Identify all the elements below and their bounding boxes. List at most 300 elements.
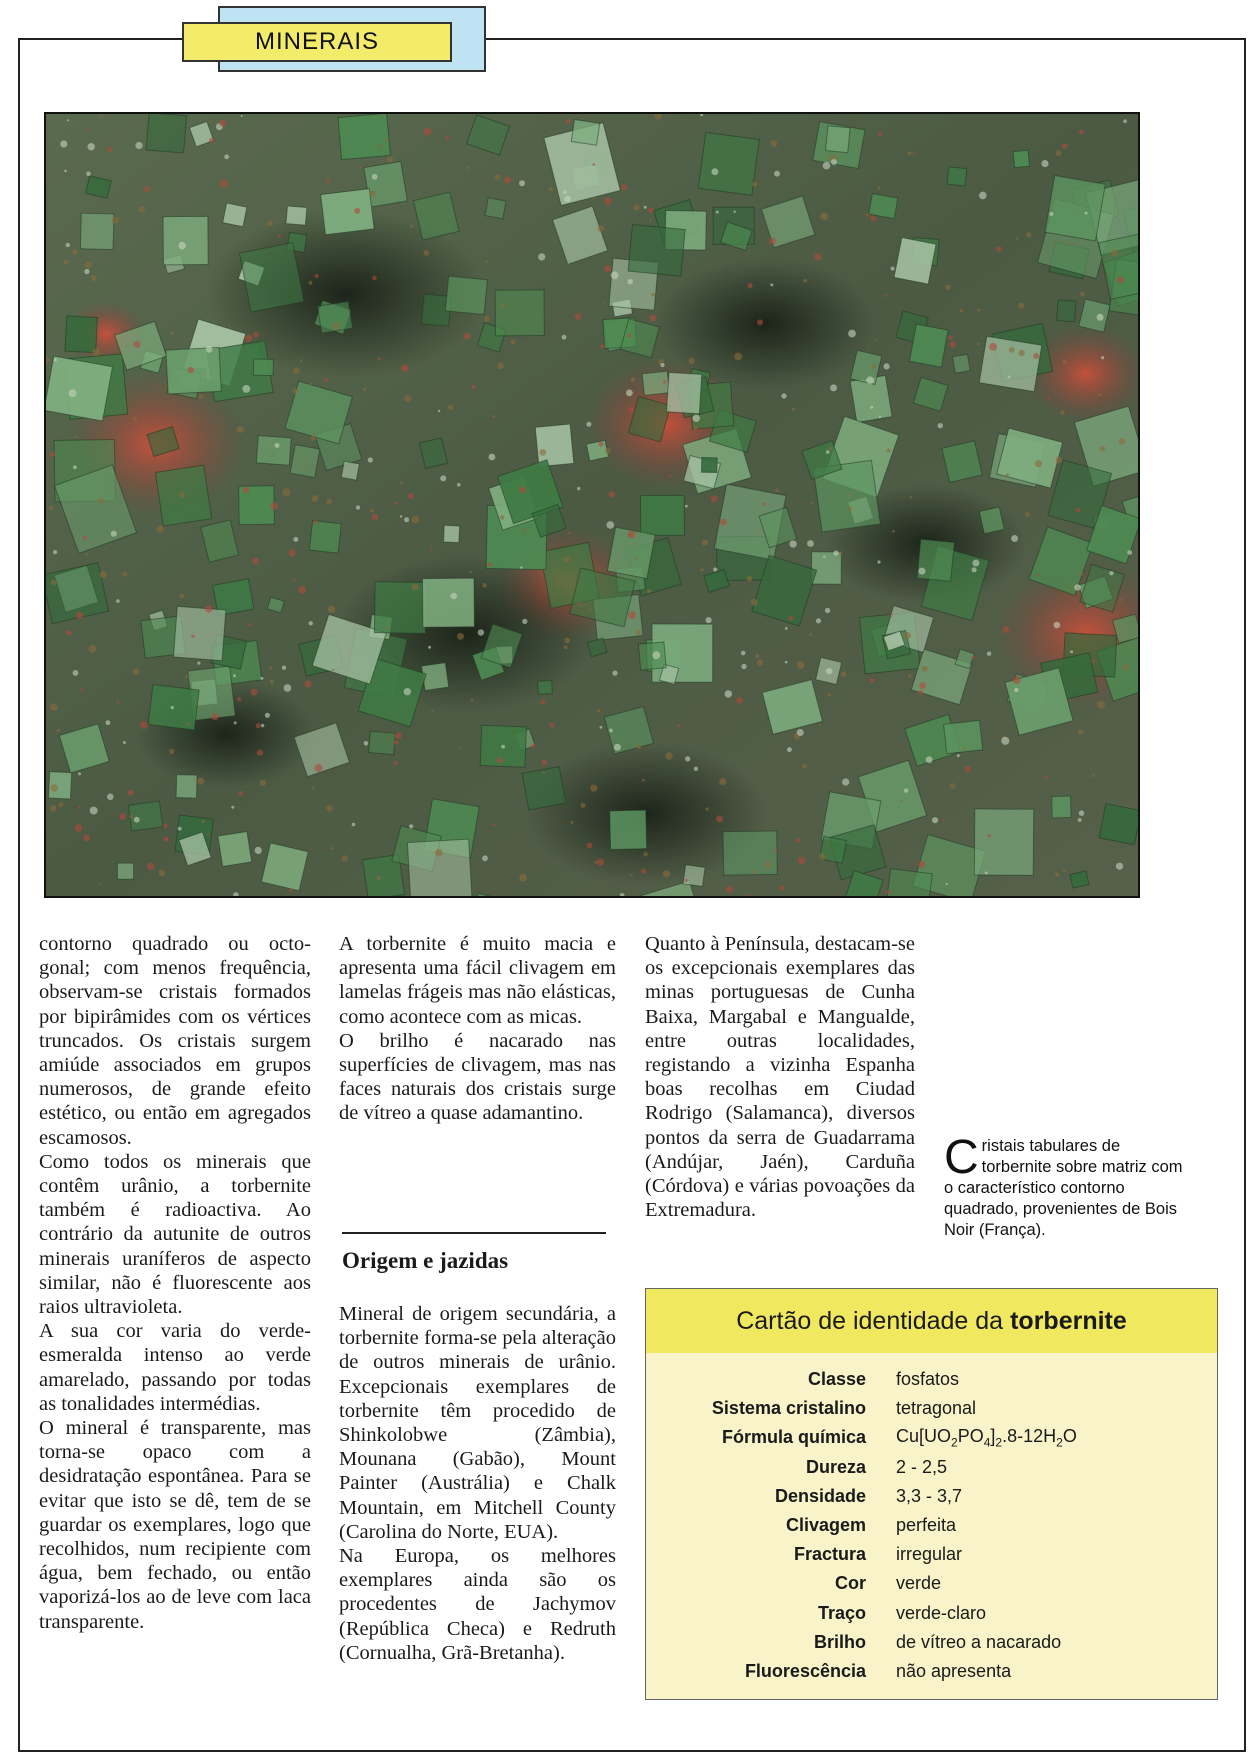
matrix-grain bbox=[408, 493, 414, 499]
matrix-grain bbox=[64, 170, 67, 173]
matrix-grain bbox=[331, 847, 334, 850]
matrix-grain bbox=[694, 427, 698, 431]
matrix-grain bbox=[891, 267, 895, 271]
crystal-plate bbox=[445, 276, 487, 314]
matrix-grain bbox=[500, 515, 505, 520]
mineral-photo bbox=[44, 112, 1140, 898]
matrix-grain bbox=[488, 563, 492, 567]
matrix-grain bbox=[649, 219, 651, 221]
matrix-grain bbox=[789, 540, 796, 547]
matrix-grain bbox=[543, 771, 545, 773]
matrix-grain bbox=[76, 612, 83, 619]
torbernite-crystals-image bbox=[46, 114, 1138, 896]
matrix-grain bbox=[826, 668, 832, 674]
crystal-plate bbox=[422, 578, 474, 627]
identity-card-value: perfeita bbox=[896, 1515, 957, 1536]
matrix-grain bbox=[597, 709, 601, 713]
matrix-grain bbox=[757, 319, 763, 325]
matrix-grain bbox=[369, 191, 375, 197]
matrix-grain bbox=[605, 448, 611, 454]
matrix-grain bbox=[144, 186, 150, 192]
matrix-grain bbox=[562, 335, 567, 340]
matrix-grain bbox=[811, 502, 814, 505]
matrix-grain bbox=[741, 664, 746, 669]
matrix-grain bbox=[769, 238, 776, 245]
matrix-grain bbox=[326, 805, 333, 812]
crystal-plate bbox=[683, 865, 705, 887]
matrix-grain bbox=[404, 395, 411, 402]
crystal-plate bbox=[869, 194, 898, 219]
matrix-grain bbox=[312, 787, 315, 790]
crystal-plate bbox=[947, 167, 967, 186]
matrix-grain bbox=[179, 492, 185, 498]
matrix-grain bbox=[587, 843, 593, 849]
matrix-grain bbox=[314, 520, 318, 524]
matrix-grain bbox=[830, 384, 837, 391]
matrix-grain bbox=[829, 447, 833, 451]
identity-card-label: Classe bbox=[807, 1369, 866, 1390]
matrix-grain bbox=[651, 293, 655, 297]
matrix-grain bbox=[128, 790, 134, 796]
identity-card-row bbox=[646, 1453, 1217, 1482]
identity-card-row bbox=[646, 1569, 1217, 1598]
crystal-plate bbox=[811, 552, 841, 584]
crystal-plate bbox=[65, 316, 97, 353]
article-column-3 bbox=[339, 1302, 616, 1665]
matrix-grain bbox=[765, 861, 772, 868]
matrix-grain bbox=[816, 618, 821, 623]
matrix-grain bbox=[701, 568, 704, 571]
matrix-grain bbox=[1079, 130, 1084, 135]
matrix-grain bbox=[826, 450, 830, 454]
identity-card-value: $Cu[UO_2PO_4]_2.8-12H_2O$ bbox=[896, 1426, 1077, 1450]
matrix-grain bbox=[134, 817, 140, 823]
matrix-grain bbox=[66, 630, 71, 635]
matrix-grain bbox=[716, 211, 719, 214]
crystal-plate bbox=[80, 213, 114, 250]
matrix-grain bbox=[122, 571, 127, 576]
matrix-grain bbox=[92, 348, 100, 356]
matrix-grain bbox=[871, 364, 876, 369]
matrix-grain bbox=[950, 341, 956, 347]
matrix-grain bbox=[197, 662, 200, 665]
crystal-plate bbox=[146, 114, 187, 153]
matrix-grain bbox=[404, 688, 411, 695]
matrix-grain bbox=[164, 837, 169, 842]
matrix-grain bbox=[51, 784, 59, 792]
matrix-grain bbox=[751, 870, 755, 874]
matrix-grain bbox=[260, 677, 263, 680]
paragraph: contorno quadrado ou octo-gonal; com menos frequência, observam-se cristais formados por bipirâmides com os vértices truncados. Os cristais surgem amiúde associados em grupos numerosos, de grande efeito estético, ou então em agregados escamosos. bbox=[39, 933, 311, 1149]
matrix-grain bbox=[438, 410, 440, 412]
matrix-grain bbox=[621, 184, 627, 190]
matrix-grain bbox=[431, 710, 433, 712]
matrix-grain bbox=[1026, 232, 1031, 237]
crystal-plate bbox=[638, 642, 666, 670]
matrix-grain bbox=[241, 115, 243, 117]
matrix-grain bbox=[332, 322, 340, 330]
matrix-grain bbox=[752, 182, 757, 187]
matrix-grain bbox=[977, 309, 980, 312]
identity-card-value: fosfatos bbox=[896, 1369, 960, 1390]
identity-card-label: Dureza bbox=[805, 1456, 866, 1477]
crystal-plate bbox=[885, 869, 933, 896]
matrix-grain bbox=[282, 488, 290, 496]
matrix-grain bbox=[922, 666, 928, 672]
matrix-grain bbox=[253, 332, 259, 338]
crystal-plate bbox=[1099, 804, 1138, 845]
matrix-grain bbox=[119, 813, 126, 820]
matrix-grain bbox=[779, 885, 784, 890]
matrix-grain bbox=[633, 204, 639, 210]
matrix-grain bbox=[1097, 314, 1104, 321]
matrix-grain bbox=[202, 820, 205, 823]
paragraph: Como todos os minerais que contêm urânio, a torbernite também é radioactiva. Ao contrário da autunite de outros minerais uraníferos de aspecto similar, não é fluorescente aos raios ultravioleta. bbox=[39, 1150, 311, 1319]
matrix-grain bbox=[252, 557, 259, 564]
matrix-grain bbox=[363, 388, 366, 391]
identity-card-value: 2 - 2,5 bbox=[896, 1456, 948, 1477]
matrix-grain bbox=[756, 654, 760, 658]
matrix-grain bbox=[751, 599, 758, 606]
matrix-grain bbox=[107, 794, 114, 801]
matrix-grain bbox=[289, 549, 296, 556]
matrix-grain bbox=[590, 785, 597, 792]
matrix-grain bbox=[100, 115, 103, 118]
matrix-grain bbox=[520, 566, 523, 569]
crystal-plate bbox=[974, 809, 1033, 876]
matrix-grain bbox=[642, 779, 645, 782]
matrix-grain bbox=[159, 870, 165, 876]
crystal-plate bbox=[290, 445, 320, 478]
matrix-grain bbox=[1098, 393, 1101, 396]
matrix-grain bbox=[592, 163, 595, 166]
matrix-grain bbox=[219, 120, 226, 127]
matrix-grain bbox=[372, 276, 377, 281]
matrix-grain bbox=[1013, 676, 1021, 684]
matrix-grain bbox=[224, 154, 229, 159]
matrix-grain bbox=[1056, 150, 1062, 156]
matrix-grain bbox=[1006, 473, 1009, 476]
matrix-grain bbox=[713, 567, 717, 571]
matrix-grain bbox=[135, 142, 142, 149]
matrix-grain bbox=[1060, 410, 1065, 415]
matrix-grain bbox=[1054, 622, 1061, 629]
matrix-grain bbox=[450, 593, 457, 600]
matrix-grain bbox=[169, 749, 174, 754]
matrix-grain bbox=[926, 756, 933, 763]
matrix-grain bbox=[900, 800, 903, 803]
matrix-grain bbox=[965, 766, 971, 772]
matrix-grain bbox=[1070, 650, 1073, 653]
matrix-grain bbox=[209, 138, 214, 143]
matrix-grain bbox=[400, 481, 403, 484]
crystal-plate bbox=[667, 372, 702, 413]
crystal-plate bbox=[338, 114, 390, 160]
paragraph: A torbernite é muito macia e apresenta uma fácil clivagem em lamelas frágeis mas não elásticas, como acontece com as micas. bbox=[339, 933, 616, 1028]
identity-card-label: Brilho bbox=[814, 1631, 866, 1652]
crystal-plate bbox=[538, 681, 553, 695]
crystal-plate bbox=[571, 120, 599, 146]
matrix-grain bbox=[548, 187, 553, 192]
matrix-grain bbox=[372, 514, 378, 520]
matrix-grain bbox=[309, 281, 313, 285]
matrix-grain bbox=[255, 847, 262, 854]
matrix-grain bbox=[725, 690, 732, 697]
matrix-grain bbox=[971, 656, 974, 659]
matrix-grain bbox=[1077, 363, 1081, 367]
identity-card-row bbox=[646, 1599, 1217, 1628]
matrix-grain bbox=[75, 824, 83, 832]
matrix-grain bbox=[908, 152, 912, 156]
matrix-grain bbox=[665, 752, 673, 760]
matrix-grain bbox=[237, 697, 241, 701]
matrix-grain bbox=[988, 834, 991, 837]
matrix-grain bbox=[847, 494, 850, 497]
matrix-grain bbox=[938, 423, 943, 428]
matrix-grain bbox=[960, 309, 964, 313]
matrix-grain bbox=[63, 259, 68, 264]
matrix-grain bbox=[600, 344, 604, 348]
matrix-grain bbox=[877, 560, 880, 563]
crystal-plate bbox=[698, 132, 759, 195]
matrix-grain bbox=[315, 764, 323, 772]
matrix-grain bbox=[171, 332, 174, 335]
crystal-plate bbox=[1013, 150, 1029, 167]
identity-card-row bbox=[646, 1511, 1217, 1540]
paragraph: O brilho é nacarado nas superfícies de clivagem, mas nas faces naturais dos cristais surge de vítreo a quase adamantino. bbox=[339, 1029, 616, 1125]
matrix-grain bbox=[430, 548, 432, 550]
matrix-grain bbox=[719, 778, 726, 785]
matrix-grain bbox=[1091, 660, 1094, 663]
matrix-grain bbox=[270, 502, 278, 510]
matrix-grain bbox=[293, 579, 296, 582]
matrix-grain bbox=[564, 557, 570, 563]
matrix-grain bbox=[497, 362, 504, 369]
matrix-grain bbox=[910, 496, 913, 499]
shadow-patch bbox=[656, 258, 876, 390]
matrix-grain bbox=[423, 250, 429, 256]
matrix-grain bbox=[495, 174, 501, 180]
matrix-grain bbox=[265, 713, 270, 718]
section-divider bbox=[342, 1232, 606, 1234]
matrix-grain bbox=[100, 884, 102, 886]
matrix-grain bbox=[140, 721, 148, 729]
matrix-grain bbox=[83, 536, 87, 540]
matrix-grain bbox=[592, 197, 594, 199]
matrix-grain bbox=[678, 724, 681, 727]
matrix-grain bbox=[747, 576, 753, 582]
matrix-grain bbox=[1101, 356, 1104, 359]
matrix-grain bbox=[75, 436, 77, 438]
matrix-grain bbox=[332, 669, 334, 671]
matrix-grain bbox=[919, 568, 926, 575]
matrix-grain bbox=[741, 651, 746, 656]
matrix-grain bbox=[50, 703, 58, 711]
matrix-grain bbox=[663, 870, 670, 877]
matrix-grain bbox=[471, 699, 474, 702]
matrix-grain bbox=[1123, 664, 1129, 670]
matrix-grain bbox=[111, 531, 117, 537]
matrix-grain bbox=[457, 483, 461, 487]
matrix-grain bbox=[497, 757, 503, 763]
matrix-grain bbox=[511, 339, 516, 344]
matrix-grain bbox=[644, 206, 647, 209]
matrix-grain bbox=[628, 611, 636, 619]
matrix-grain bbox=[972, 567, 977, 572]
paragraph: Na Europa, os melhores exemplares ainda são os procedentes de Jachymov (República Checa) e Redruth (Cornualha, Grã-Bretanha). bbox=[339, 1545, 616, 1664]
matrix-grain bbox=[242, 385, 250, 393]
matrix-grain bbox=[298, 586, 306, 594]
matrix-grain bbox=[819, 853, 826, 860]
matrix-grain bbox=[531, 744, 535, 748]
matrix-grain bbox=[848, 330, 856, 338]
matrix-grain bbox=[1116, 863, 1123, 870]
matrix-grain bbox=[270, 680, 274, 684]
matrix-grain bbox=[648, 208, 654, 214]
section-tab-label: MINERAIS bbox=[254, 28, 379, 55]
matrix-grain bbox=[72, 249, 77, 254]
matrix-grain bbox=[726, 886, 733, 893]
identity-card-row bbox=[646, 1482, 1217, 1511]
matrix-grain bbox=[1078, 818, 1082, 822]
article-column-1 bbox=[39, 932, 311, 1634]
matrix-grain bbox=[501, 303, 505, 307]
matrix-grain bbox=[133, 417, 137, 421]
matrix-grain bbox=[612, 671, 617, 676]
matrix-grain bbox=[306, 467, 309, 470]
matrix-grain bbox=[466, 166, 469, 169]
matrix-grain bbox=[393, 761, 397, 765]
matrix-grain bbox=[711, 168, 718, 175]
matrix-grain bbox=[771, 140, 777, 146]
matrix-grain bbox=[886, 890, 890, 894]
matrix-grain bbox=[1076, 508, 1081, 513]
matrix-grain bbox=[918, 861, 925, 868]
matrix-grain bbox=[626, 390, 633, 397]
matrix-grain bbox=[1025, 512, 1030, 517]
matrix-grain bbox=[472, 385, 476, 389]
matrix-grain bbox=[650, 315, 657, 322]
matrix-grain bbox=[1041, 160, 1048, 167]
matrix-grain bbox=[598, 225, 605, 232]
matrix-grain bbox=[386, 627, 389, 630]
matrix-grain bbox=[379, 145, 382, 148]
crystal-plate bbox=[826, 126, 851, 153]
matrix-grain bbox=[996, 246, 1002, 252]
matrix-grain bbox=[448, 405, 453, 410]
matrix-grain bbox=[564, 638, 570, 644]
matrix-grain bbox=[205, 605, 212, 612]
matrix-grain bbox=[652, 651, 660, 659]
identity-card-value: verde bbox=[896, 1573, 942, 1594]
identity-card-row bbox=[646, 1423, 1217, 1452]
matrix-grain bbox=[178, 242, 186, 250]
matrix-grain bbox=[84, 269, 89, 274]
matrix-grain bbox=[792, 408, 795, 411]
matrix-grain bbox=[809, 633, 812, 636]
identity-card-label: Clivagem bbox=[785, 1515, 866, 1536]
identity-card-label: Densidade bbox=[774, 1485, 866, 1506]
matrix-grain bbox=[133, 668, 140, 675]
matrix-grain bbox=[1019, 350, 1025, 356]
matrix-grain bbox=[913, 152, 915, 154]
matrix-grain bbox=[831, 159, 837, 165]
matrix-grain bbox=[599, 442, 604, 447]
matrix-grain bbox=[848, 507, 852, 511]
matrix-grain bbox=[866, 376, 874, 384]
crystal-plate bbox=[46, 356, 112, 421]
matrix-grain bbox=[293, 367, 300, 374]
matrix-grain bbox=[563, 190, 567, 194]
matrix-grain bbox=[364, 741, 369, 746]
matrix-grain bbox=[282, 666, 286, 670]
matrix-grain bbox=[328, 606, 335, 613]
matrix-grain bbox=[199, 395, 203, 399]
matrix-grain bbox=[107, 147, 112, 152]
matrix-grain bbox=[275, 443, 280, 448]
matrix-grain bbox=[54, 358, 57, 361]
matrix-grain bbox=[763, 503, 766, 506]
matrix-grain bbox=[485, 260, 488, 263]
crystal-plate bbox=[321, 189, 374, 235]
matrix-grain bbox=[243, 487, 250, 494]
matrix-grain bbox=[251, 689, 258, 696]
matrix-grain bbox=[522, 619, 527, 624]
matrix-grain bbox=[446, 136, 450, 140]
matrix-grain bbox=[702, 540, 708, 546]
matrix-grain bbox=[575, 313, 582, 320]
matrix-grain bbox=[484, 316, 490, 322]
matrix-grain bbox=[385, 138, 388, 141]
matrix-grain bbox=[293, 388, 299, 394]
matrix-grain bbox=[206, 346, 213, 353]
matrix-grain bbox=[207, 834, 209, 836]
matrix-grain bbox=[828, 693, 832, 697]
matrix-grain bbox=[1001, 737, 1009, 745]
matrix-grain bbox=[866, 213, 869, 216]
matrix-grain bbox=[979, 192, 987, 200]
matrix-grain bbox=[387, 156, 393, 162]
matrix-grain bbox=[1047, 398, 1050, 401]
matrix-grain bbox=[312, 495, 319, 502]
matrix-grain bbox=[814, 253, 821, 260]
crystal-plate bbox=[173, 606, 225, 660]
matrix-grain bbox=[823, 556, 825, 558]
matrix-grain bbox=[464, 333, 471, 340]
matrix-grain bbox=[879, 416, 881, 418]
matrix-grain bbox=[185, 675, 188, 678]
matrix-grain bbox=[440, 475, 446, 481]
matrix-grain bbox=[400, 515, 402, 517]
matrix-grain bbox=[589, 609, 591, 611]
matrix-grain bbox=[597, 859, 604, 866]
matrix-grain bbox=[978, 343, 981, 346]
crystal-plate bbox=[1070, 871, 1089, 888]
matrix-grain bbox=[410, 225, 413, 228]
matrix-grain bbox=[49, 506, 53, 510]
matrix-grain bbox=[870, 406, 873, 409]
matrix-grain bbox=[300, 359, 303, 362]
matrix-grain bbox=[85, 553, 88, 556]
matrix-grain bbox=[631, 874, 633, 876]
matrix-grain bbox=[734, 211, 736, 213]
identity-card-row bbox=[646, 1394, 1217, 1423]
matrix-grain bbox=[293, 537, 298, 542]
crystal-plate bbox=[953, 354, 971, 373]
matrix-grain bbox=[492, 823, 495, 826]
matrix-grain bbox=[804, 279, 808, 283]
matrix-grain bbox=[611, 271, 619, 279]
